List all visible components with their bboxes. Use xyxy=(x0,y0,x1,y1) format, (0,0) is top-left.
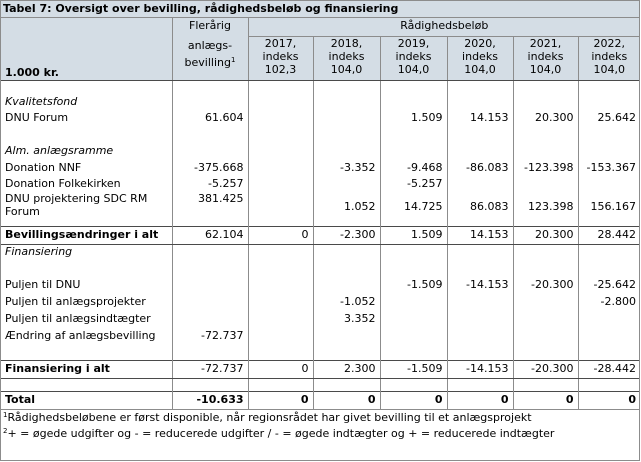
cell-total: -72.737 xyxy=(172,360,248,378)
section-row-finansiering xyxy=(1,244,640,260)
spacer-row xyxy=(1,80,640,94)
row-label: Puljen til DNU xyxy=(5,277,81,291)
cell-2018: 3.352 xyxy=(313,310,380,327)
cell-2018: 2.300 xyxy=(313,360,380,378)
footnote-1 xyxy=(1,409,640,426)
spacer-row xyxy=(1,126,640,143)
cell-2020: -86.083 xyxy=(447,159,513,176)
table-row xyxy=(1,327,640,344)
cell-2022: 0 xyxy=(578,391,640,409)
header-year-2021: 2021, indeks 104,0 xyxy=(513,37,578,81)
cell-2022: 156.167 xyxy=(578,192,640,222)
cell-2022: -2.800 xyxy=(578,293,640,310)
cell-2019: 14.725 xyxy=(380,192,447,222)
header-year-2019: 2019, indeks 104,0 xyxy=(380,37,447,81)
cell-total: -375.668 xyxy=(172,159,248,176)
header-fleraarig-line1: Flerårig xyxy=(172,18,248,37)
cell-total: -72.737 xyxy=(172,327,248,344)
cell-2018: -2.300 xyxy=(313,226,380,244)
cell-2022: -28.442 xyxy=(578,360,640,378)
row-label: DNU projektering SDC RM Forum xyxy=(5,192,148,218)
total-row xyxy=(1,391,640,409)
footnote-2 xyxy=(1,426,640,442)
header-fleraarig-rest xyxy=(172,37,248,81)
cell-2020: 14.153 xyxy=(447,226,513,244)
cell-2021: -20.300 xyxy=(513,360,578,378)
budget-table xyxy=(1,1,640,442)
cell-2020: 14.153 xyxy=(447,110,513,126)
section-row-alm xyxy=(1,143,640,159)
cell-2022: 28.442 xyxy=(578,226,640,244)
row-label: Bevillingsændringer i alt xyxy=(1,226,172,244)
cell-2018: -1.052 xyxy=(313,293,380,310)
row-label: Donation Folkekirken xyxy=(5,177,121,190)
section-kvalitetsfond: Kvalitetsfond xyxy=(5,95,78,108)
section-row-kvalitetsfond xyxy=(1,94,640,110)
cell-2021: -123.398 xyxy=(513,159,578,176)
cell-2018: 1.052 xyxy=(313,192,380,222)
table-title: Tabel 7: Oversigt over bevilling, rådighedsbeløb og finansiering xyxy=(1,1,640,18)
cell-2022: -153.367 xyxy=(578,159,640,176)
header-blank xyxy=(1,18,172,37)
cell-2021: -20.300 xyxy=(513,276,578,293)
header-raadighedsbeloeb: Rådighedsbeløb xyxy=(248,18,640,37)
cell-2017: 0 xyxy=(248,226,313,244)
cell-2017: 0 xyxy=(248,360,313,378)
cell-2020: 86.083 xyxy=(447,192,513,222)
footnote-1-text: Rådighedsbeløbene er først disponible, når regionsrådet har givet bevilling til et anlægsprojekt xyxy=(7,410,532,424)
header-fleraarig-line2: anlægs- xyxy=(187,38,233,52)
table-row xyxy=(1,276,640,293)
cell-2021: 0 xyxy=(513,391,578,409)
header-year-2017: 2017, indeks 102,3 xyxy=(248,37,313,81)
cell-2020: -14.153 xyxy=(447,276,513,293)
cell-total: 61.604 xyxy=(172,110,248,126)
header-fleraarig-line3: bevilling xyxy=(184,55,231,69)
cell-2019: -1.509 xyxy=(380,276,447,293)
cell-2021: 20.300 xyxy=(513,110,578,126)
row-label: DNU Forum xyxy=(5,111,69,124)
row-label: Finansiering i alt xyxy=(1,360,172,378)
header-year-2022: 2022, indeks 104,0 xyxy=(578,37,640,81)
section-alm-anlaegsramme: Alm. anlægsramme xyxy=(5,144,114,157)
spacer-row xyxy=(1,344,640,360)
cell-2019: 1.509 xyxy=(380,110,447,126)
footnote-row-1 xyxy=(1,409,640,426)
header-fleraarig-sup: 1 xyxy=(230,55,236,64)
cell-2019: 1.509 xyxy=(380,226,447,244)
spacer-row xyxy=(1,378,640,391)
cell-total: -10.633 xyxy=(172,391,248,409)
cell-2017: 0 xyxy=(248,391,313,409)
cell-2018: -3.352 xyxy=(313,159,380,176)
header-unit: 1.000 kr. xyxy=(1,37,172,81)
header-year-2018: 2018, indeks 104,0 xyxy=(313,37,380,81)
footnote-2-marker: 2 xyxy=(3,426,8,435)
cell-2021: 20.300 xyxy=(513,226,578,244)
table-row xyxy=(1,192,640,222)
table-row xyxy=(1,159,640,176)
cell-2022: 25.642 xyxy=(578,110,640,126)
table-row xyxy=(1,110,640,126)
subtotal-row-bevilling xyxy=(1,226,640,244)
cell-2019: -5.257 xyxy=(380,176,447,192)
cell-2019: -1.509 xyxy=(380,360,447,378)
cell-2020: 0 xyxy=(447,391,513,409)
cell-2019: 0 xyxy=(380,391,447,409)
row-label: Puljen til anlægsindtægter xyxy=(5,311,151,325)
row-label: Ændring af anlægsbevilling xyxy=(5,328,156,342)
header-year-2020: 2020, indeks 104,0 xyxy=(447,37,513,81)
table-row xyxy=(1,310,640,327)
row-label: Total xyxy=(1,391,172,409)
section-finansiering: Finansiering xyxy=(5,245,73,259)
footnote-2-text: + = øgede udgifter og - = reducerede udgifter / - = øgede indtægter og + = reducerede indtægter xyxy=(7,426,555,440)
spacer-row xyxy=(1,260,640,276)
cell-total: 381.425 xyxy=(172,192,248,222)
footnote-1-marker: 1 xyxy=(3,410,8,419)
table-row xyxy=(1,293,640,310)
cell-2022: -25.642 xyxy=(578,276,640,293)
cell-total: -5.257 xyxy=(172,176,248,192)
subtotal-row-finansiering xyxy=(1,360,640,378)
row-label: Donation NNF xyxy=(5,160,82,174)
cell-2019: -9.468 xyxy=(380,159,447,176)
footnote-row-2 xyxy=(1,426,640,442)
cell-2021: 123.398 xyxy=(513,192,578,222)
cell-2018: 0 xyxy=(313,391,380,409)
cell-total: 62.104 xyxy=(172,226,248,244)
cell-2020: -14.153 xyxy=(447,360,513,378)
table-row xyxy=(1,176,640,192)
row-label: Puljen til anlægsprojekter xyxy=(5,294,146,308)
